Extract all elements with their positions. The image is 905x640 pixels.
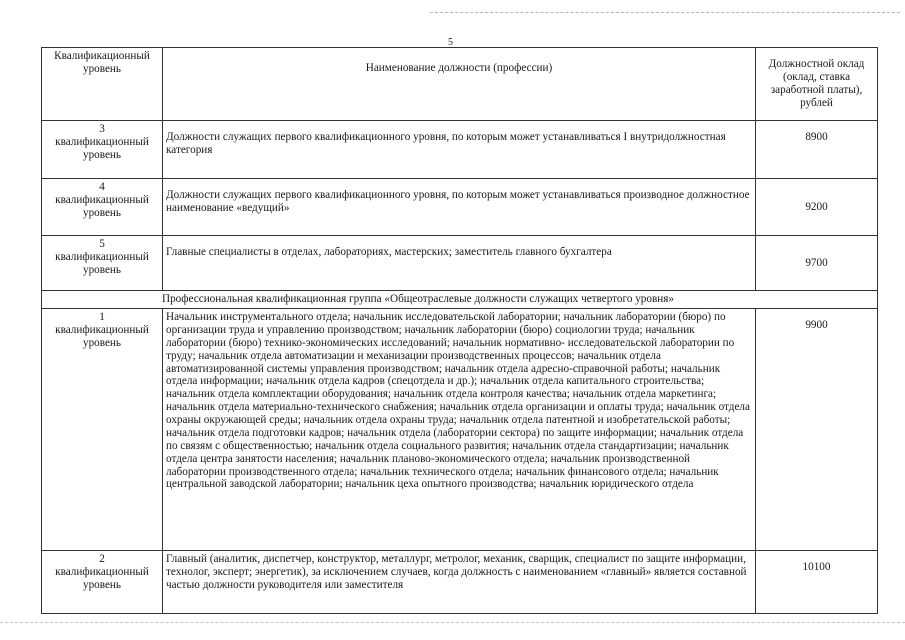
position-cell: Начальник инструментального отдела; начальник исследовательской лаборатории; начальник лаборатории (бюро) по организации труда и управлению производством; начальник лаборатории (бюро) социологии труда; начальник лаборатории (бюро) технико-экономических исследований; начальник нормативно- исследовательской лаборатории по труду; начальник отдела автоматизации и механизации производственных процессов; начальник отдела автоматизированной системы управления производством; начальник отдела адресно-справочной работы; начальник отдела информации; начальник отдела кадров (спецотдела и др.); начальник отдела капитального строительства; начальник отдела комплектации оборудования; начальник отдела контроля качества; начальник отдела маркетинга; начальник отдела материально-технического снабжения; начальник отдела организации и оплаты труда; начальник отдела охраны окружающей среды; начальник отдела охраны труда; начальник отдела патентной и изобретательской работы; начальник отдела подготовки кадров; начальник отдела (лаборатории сектора) по защите информации; начальник отдела по связям с общественностью; начальник отдела социального развития; начальник отдела стандартизации; начальник отдела центра занятости населения; начальник планово-экономического отдела; начальник производственной лаборатории производственного отдела; начальник технического отдела; начальник финансового отдела; начальник центральной заводской лаборатории; начальник цеха опытного производства; начальник юридического отдела [163, 309, 756, 551]
scan-edge-top [430, 12, 900, 13]
header-level: Квалификационный уровень [42, 48, 163, 121]
level-cell [42, 121, 163, 179]
salary-cell: 8900 [756, 121, 878, 179]
level-cell [42, 236, 163, 291]
page-number: 5 [448, 37, 453, 48]
level-label: квалификационный уровень [55, 193, 149, 219]
table-row [42, 551, 878, 614]
table-row [42, 236, 878, 291]
level-cell [42, 179, 163, 236]
position-cell: Должности служащих первого квалификационного уровня, по которым может устанавливаться I внутридолжностная категория [163, 121, 756, 179]
salary-cell: 10100 [756, 551, 878, 614]
level-label: квалификационный уровень [55, 135, 149, 161]
level-number: 2 [99, 553, 105, 565]
level-cell [42, 309, 163, 551]
level-number: 3 [99, 123, 105, 135]
salary-table [41, 47, 878, 614]
group-row [42, 291, 878, 309]
position-cell: Главные специалисты в отделах, лабораториях, мастерских; заместитель главного бухгалтера [163, 236, 756, 291]
header-position: Наименование должности (профессии) [163, 48, 756, 121]
salary-cell: 9200 [756, 179, 878, 236]
position-cell: Должности служащих первого квалификационного уровня, по которым может устанавливаться производное должностное наименование «ведущий» [163, 179, 756, 236]
position-cell: Главный (аналитик, диспетчер, конструктор, металлург, метролог, механик, сварщик, специалист по защите информации, технолог, эксперт; энергетик), за исключением случаев, когда должность с наименованием «главный» является составной частью должности руководителя или заместителя [163, 551, 756, 614]
salary-cell: 9900 [756, 309, 878, 551]
table-header-row [42, 48, 878, 121]
salary-cell: 9700 [756, 236, 878, 291]
level-label: квалификационный уровень [55, 250, 149, 276]
level-number: 4 [99, 181, 105, 193]
level-number: 1 [99, 311, 105, 323]
level-label: квалификационный уровень [55, 565, 149, 591]
table-row [42, 179, 878, 236]
scan-edge-bottom [0, 622, 905, 623]
level-label: квалификационный уровень [55, 323, 149, 349]
level-number: 5 [99, 238, 105, 250]
header-salary: Должностной оклад (оклад, ставка заработной платы), рублей [756, 48, 878, 121]
table-row [42, 309, 878, 551]
group-title: Профессиональная квалификационная группа «Общеотраслевые должности служащих четвертого уровня» [42, 291, 878, 309]
level-cell [42, 551, 163, 614]
table-row [42, 121, 878, 179]
